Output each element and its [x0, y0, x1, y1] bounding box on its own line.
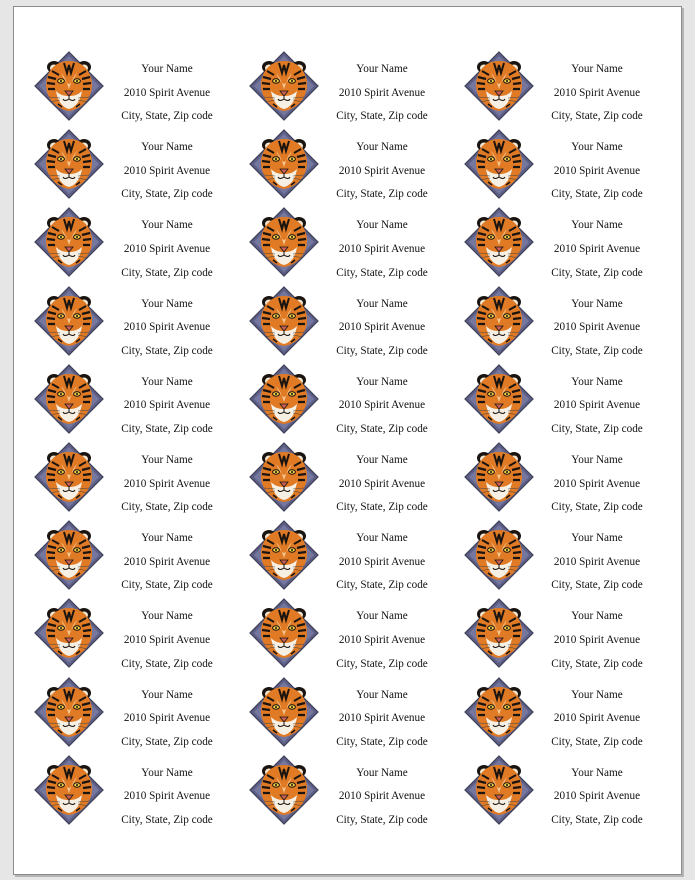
address-block [114, 371, 220, 442]
address-block [544, 136, 650, 207]
tiger-head-icon [464, 755, 534, 825]
label-city: City, State, Zip code [121, 813, 213, 826]
label-street: 2010 Spirit Avenue [553, 399, 641, 412]
address-label [34, 675, 249, 753]
label-name: Your Name [356, 297, 408, 310]
label-city: City, State, Zip code [336, 344, 428, 357]
address-label [464, 753, 679, 831]
address-block [329, 684, 435, 755]
label-street: 2010 Spirit Avenue [553, 633, 641, 646]
label-street: 2010 Spirit Avenue [123, 555, 211, 568]
address-label [34, 753, 249, 831]
tiger-head-icon [34, 442, 104, 512]
label-city: City, State, Zip code [551, 344, 643, 357]
label-page [13, 6, 682, 875]
address-block [544, 58, 650, 129]
address-block [544, 605, 650, 676]
address-block [114, 684, 220, 755]
address-block [544, 293, 650, 364]
tiger-head-icon [464, 286, 534, 356]
label-city: City, State, Zip code [121, 110, 213, 123]
label-street: 2010 Spirit Avenue [123, 321, 211, 334]
address-label [464, 205, 679, 283]
tiger-head-icon [34, 598, 104, 668]
address-block [114, 214, 220, 285]
label-city: City, State, Zip code [551, 422, 643, 435]
address-block [544, 762, 650, 833]
address-label [34, 440, 249, 518]
tiger-head-icon [34, 755, 104, 825]
label-name: Your Name [571, 532, 623, 545]
label-name: Your Name [571, 453, 623, 466]
label-name: Your Name [141, 610, 193, 623]
address-label [249, 284, 464, 362]
address-label [249, 49, 464, 127]
tiger-head-icon [249, 677, 319, 747]
address-label [464, 675, 679, 753]
tiger-head-icon [34, 364, 104, 434]
label-name: Your Name [356, 219, 408, 232]
address-block [544, 449, 650, 520]
label-name: Your Name [141, 63, 193, 75]
label-street: 2010 Spirit Avenue [123, 790, 211, 803]
label-street: 2010 Spirit Avenue [338, 399, 426, 412]
tiger-head-icon [249, 286, 319, 356]
tiger-head-icon [249, 51, 319, 121]
address-block [114, 762, 220, 833]
label-name: Your Name [356, 766, 408, 779]
address-label [464, 596, 679, 674]
label-street: 2010 Spirit Avenue [123, 712, 211, 725]
address-block [329, 762, 435, 833]
label-city: City, State, Zip code [121, 579, 213, 592]
label-name: Your Name [356, 688, 408, 701]
label-city: City, State, Zip code [336, 579, 428, 592]
address-label [249, 596, 464, 674]
address-label [249, 127, 464, 205]
label-sheet [34, 49, 679, 831]
address-block [544, 684, 650, 755]
label-city: City, State, Zip code [336, 501, 428, 514]
address-label [249, 753, 464, 831]
label-city: City, State, Zip code [121, 188, 213, 201]
tiger-head-icon [464, 129, 534, 199]
tiger-head-icon [249, 520, 319, 590]
tiger-head-icon [249, 755, 319, 825]
label-city: City, State, Zip code [336, 422, 428, 435]
label-name: Your Name [356, 453, 408, 466]
label-city: City, State, Zip code [121, 657, 213, 670]
label-city: City, State, Zip code [551, 579, 643, 592]
address-label [34, 49, 249, 127]
label-name: Your Name [356, 141, 408, 154]
label-name: Your Name [571, 219, 623, 232]
tiger-head-icon [464, 364, 534, 434]
label-city: City, State, Zip code [551, 266, 643, 279]
label-city: City, State, Zip code [336, 110, 428, 123]
address-block [329, 605, 435, 676]
address-block [329, 214, 435, 285]
address-label [34, 362, 249, 440]
label-name: Your Name [571, 297, 623, 310]
label-street: 2010 Spirit Avenue [338, 790, 426, 803]
tiger-head-icon [464, 207, 534, 277]
label-name: Your Name [141, 453, 193, 466]
label-name: Your Name [356, 610, 408, 623]
label-street: 2010 Spirit Avenue [123, 86, 211, 99]
address-block [114, 293, 220, 364]
label-street: 2010 Spirit Avenue [338, 164, 426, 177]
label-street: 2010 Spirit Avenue [553, 242, 641, 255]
label-city: City, State, Zip code [551, 657, 643, 670]
address-block [544, 214, 650, 285]
address-label [34, 284, 249, 362]
label-street: 2010 Spirit Avenue [553, 321, 641, 334]
label-street: 2010 Spirit Avenue [123, 399, 211, 412]
tiger-head-icon [249, 598, 319, 668]
tiger-head-icon [249, 207, 319, 277]
address-block [329, 293, 435, 364]
label-street: 2010 Spirit Avenue [123, 242, 211, 255]
label-street: 2010 Spirit Avenue [338, 712, 426, 725]
tiger-head-icon [34, 129, 104, 199]
label-name: Your Name [571, 375, 623, 388]
tiger-head-icon [249, 129, 319, 199]
address-block [544, 527, 650, 598]
tiger-head-icon [34, 207, 104, 277]
label-name: Your Name [356, 375, 408, 388]
label-name: Your Name [571, 141, 623, 154]
label-street: 2010 Spirit Avenue [338, 242, 426, 255]
label-city: City, State, Zip code [121, 501, 213, 514]
tiger-head-icon [34, 51, 104, 121]
address-block [114, 58, 220, 129]
address-label [464, 518, 679, 596]
label-city: City, State, Zip code [336, 266, 428, 279]
address-block [544, 371, 650, 442]
label-city: City, State, Zip code [336, 188, 428, 201]
label-city: City, State, Zip code [121, 735, 213, 748]
label-name: Your Name [571, 688, 623, 701]
label-street: 2010 Spirit Avenue [553, 555, 641, 568]
address-label [249, 518, 464, 596]
label-city: City, State, Zip code [121, 344, 213, 357]
label-street: 2010 Spirit Avenue [338, 86, 426, 99]
tiger-head-icon [34, 286, 104, 356]
label-name: Your Name [356, 532, 408, 545]
label-street: 2010 Spirit Avenue [553, 712, 641, 725]
address-label [34, 205, 249, 283]
address-label [249, 205, 464, 283]
label-city: City, State, Zip code [551, 501, 643, 514]
label-city: City, State, Zip code [551, 110, 643, 123]
label-street: 2010 Spirit Avenue [123, 633, 211, 646]
label-name: Your Name [141, 219, 193, 232]
label-name: Your Name [571, 610, 623, 623]
tiger-head-icon [464, 442, 534, 512]
label-street: 2010 Spirit Avenue [338, 321, 426, 334]
label-name: Your Name [141, 688, 193, 701]
tiger-head-icon [464, 677, 534, 747]
address-label [34, 596, 249, 674]
label-city: City, State, Zip code [336, 657, 428, 670]
label-city: City, State, Zip code [121, 266, 213, 279]
label-city: City, State, Zip code [551, 813, 643, 826]
label-name: Your Name [141, 375, 193, 388]
address-label [249, 675, 464, 753]
label-street: 2010 Spirit Avenue [338, 555, 426, 568]
label-name: Your Name [356, 63, 408, 75]
label-street: 2010 Spirit Avenue [553, 86, 641, 99]
label-name: Your Name [141, 141, 193, 154]
address-block [114, 605, 220, 676]
label-city: City, State, Zip code [336, 735, 428, 748]
address-label [464, 440, 679, 518]
tiger-head-icon [249, 442, 319, 512]
label-name: Your Name [141, 532, 193, 545]
address-label [249, 440, 464, 518]
address-label [249, 362, 464, 440]
address-block [114, 449, 220, 520]
address-label [464, 49, 679, 127]
label-name: Your Name [141, 766, 193, 779]
label-street: 2010 Spirit Avenue [553, 477, 641, 490]
label-street: 2010 Spirit Avenue [553, 164, 641, 177]
address-block [329, 371, 435, 442]
label-city: City, State, Zip code [551, 735, 643, 748]
address-block [329, 527, 435, 598]
address-label [34, 127, 249, 205]
label-street: 2010 Spirit Avenue [123, 477, 211, 490]
label-city: City, State, Zip code [121, 422, 213, 435]
address-label [464, 127, 679, 205]
label-city: City, State, Zip code [336, 813, 428, 826]
label-street: 2010 Spirit Avenue [338, 633, 426, 646]
label-name: Your Name [571, 63, 623, 75]
address-block [114, 136, 220, 207]
address-label [34, 518, 249, 596]
label-city: City, State, Zip code [551, 188, 643, 201]
tiger-head-icon [464, 51, 534, 121]
address-block [114, 527, 220, 598]
address-label [464, 362, 679, 440]
label-street: 2010 Spirit Avenue [338, 477, 426, 490]
address-block [329, 449, 435, 520]
address-block [329, 58, 435, 129]
tiger-head-icon [249, 364, 319, 434]
label-name: Your Name [571, 766, 623, 779]
address-block [329, 136, 435, 207]
tiger-head-icon [464, 520, 534, 590]
tiger-head-icon [34, 520, 104, 590]
label-street: 2010 Spirit Avenue [123, 164, 211, 177]
tiger-head-icon [464, 598, 534, 668]
label-name: Your Name [141, 297, 193, 310]
address-label [464, 284, 679, 362]
tiger-head-icon [34, 677, 104, 747]
label-street: 2010 Spirit Avenue [553, 790, 641, 803]
